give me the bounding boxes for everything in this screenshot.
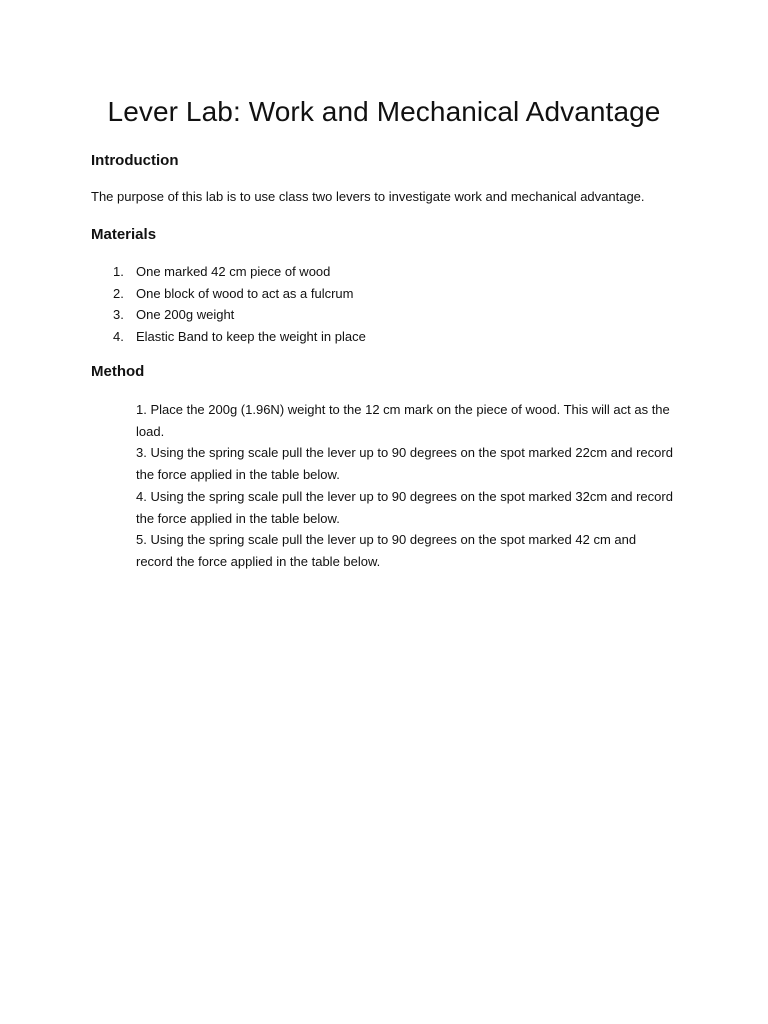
method-steps [136,399,676,573]
page-title: Lever Lab: Work and Mechanical Advantage [107,96,661,127]
list-item-text: One marked 42 cm piece of wood [136,264,331,279]
list-item-number: 4. [113,329,124,345]
list-item-number: 3. [113,307,124,323]
method-step: 1. Place the 200g (1.96N) weight to the 12 cm mark on the piece of wood. This will act as the load. [136,402,670,439]
list-item-number: 1. [113,264,124,279]
list-item [91,326,366,348]
list-item [91,261,366,283]
list-item [91,304,366,326]
materials-heading: Materials [91,226,157,243]
materials-list [91,261,366,348]
list-item [91,283,366,305]
introduction-heading: Introduction [91,152,179,169]
method-step: 4. Using the spring scale pull the lever up to 90 degrees on the spot marked 32cm and record the force applied in the table below. [136,488,673,526]
list-item-text: One 200g weight [136,307,235,323]
introduction-text: The purpose of this lab is to use class two levers to investigate work and mechanical advantage. [91,189,645,204]
method-heading: Method [91,363,145,380]
list-item-number: 2. [113,285,124,301]
list-item-text: One block of wood to act as a fulcrum [136,285,354,301]
list-item-text: Elastic Band to keep the weight in place [136,329,366,345]
method-step: 3. Using the spring scale pull the lever up to 90 degrees on the spot marked 22cm and record the force applied in the table below. [136,445,673,483]
method-step: 5. Using the spring scale pull the lever up to 90 degrees on the spot marked 42 cm and record the force applied in the table below. [136,532,637,569]
